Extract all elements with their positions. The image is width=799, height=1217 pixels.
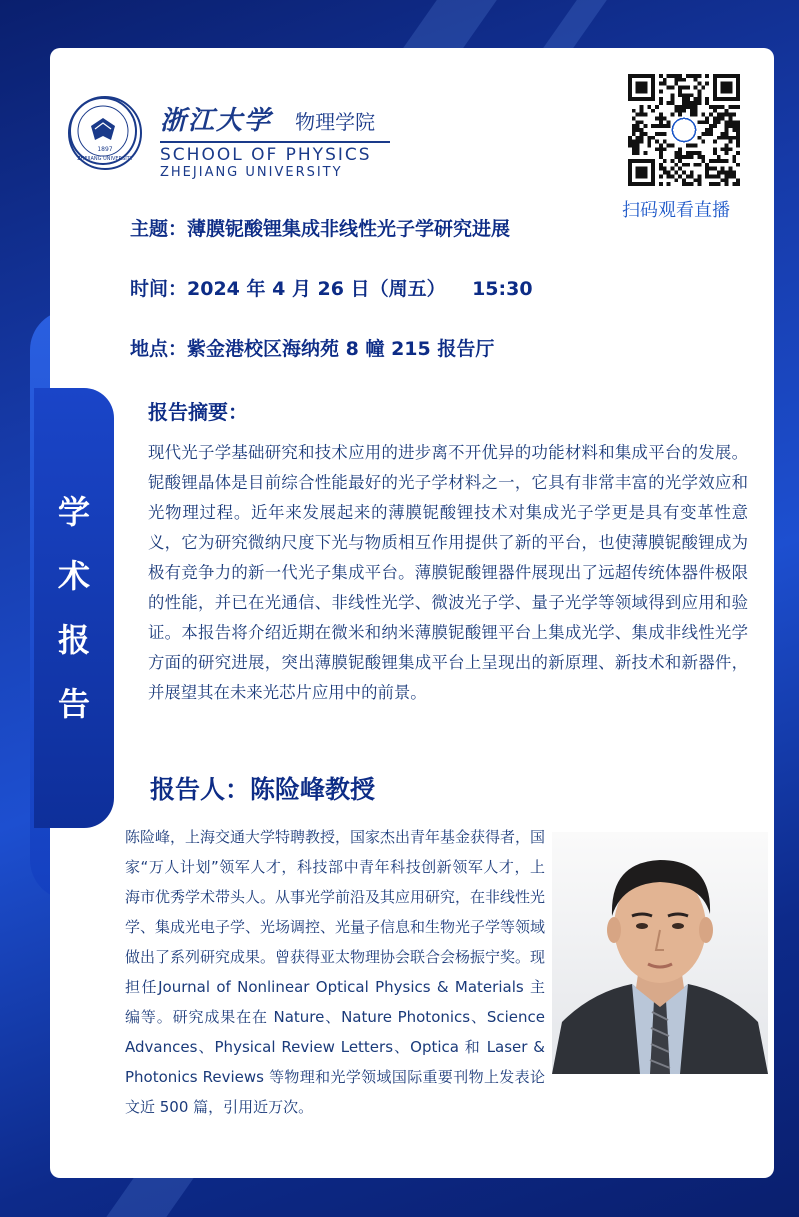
abstract-body: 现代光子学基础研究和技术应用的进步离不开优异的功能材料和集成平台的发展。铌酸锂晶体是目前综合性能最好的光子学材料之一，它具有非常丰富的光学效应和光物理过程。近年来发展起来的薄膜铌酸锂技术对集成光子学更是具有变革性意义，它为研究微纳尺度下光与物质相互作用提供了新的平台，也使薄膜铌酸锂成为极有竞争力的新一代光子集成平台。薄膜铌酸锂器件展现出了远超传统体器件极限的性能，并已在光通信、非线性光学、微波光子学、量子光学等领域得到应用和验证。本报告将介绍近期在微米和纳米薄膜铌酸锂平台上集成光学、集成非线性光学方面的研究进展，突出薄膜铌酸锂集成平台上呈现出的新原理、新技术和新器件，并展望其在未来光芯片应用中的前景。 xyxy=(148,443,748,702)
speaker-bio: 陈险峰，上海交通大学特聘教授，国家杰出青年基金获得者，国家“万人计划”领军人才，科技部中青年科技创新领军人才，上海市优秀学术带头人。从事光学前沿及其应用研究，在非线性光学、集成光电子学、光场调控、光量子信息和生物光子学等领域做出了系列研究成果。曾获得亚太物理协会联合会杨振宁奖。现担任Journal of Nonlinear Optical Physics & Materials 主编等。研究成果在在 Nature、Nature Photonics、Science Advances、Physical Review Letters、Optica 和 Laser & Photonics Reviews 等物理和光学领域国际重要刊物上发表论文近 500 篇，引用近万次。 xyxy=(125,828,546,1116)
side-tab-char: 术 xyxy=(57,557,90,595)
school-cn-name: 物理学院 xyxy=(295,110,376,134)
qr-caption: 扫码观看直播 xyxy=(622,200,730,221)
university-cn-name: 浙江大学 xyxy=(160,106,273,136)
side-tab-char: 告 xyxy=(57,685,90,723)
side-tab xyxy=(34,388,114,828)
logo-divider xyxy=(160,141,390,143)
background-stripe xyxy=(403,0,497,48)
seal-english-name: ZHEJIANG UNIVERSITY xyxy=(77,156,133,162)
speaker-photo xyxy=(552,832,768,1074)
seal-year: 1897 xyxy=(97,146,113,153)
university-seal-logo xyxy=(68,96,142,170)
side-tab-char: 报 xyxy=(57,621,90,659)
event-location: 地点：紫金港校区海纳苑 8 幢 215 报告厅 xyxy=(130,338,495,360)
event-time: 时间：2024 年 4 月 26 日（周五） 15:30 xyxy=(130,278,533,300)
school-en-name: SCHOOL OF PHYSICS xyxy=(160,145,372,165)
background-stripe xyxy=(106,1178,193,1217)
university-en-name: ZHEJIANG UNIVERSITY xyxy=(160,165,343,180)
school-logo-text xyxy=(160,100,390,181)
abstract-heading: 报告摘要： xyxy=(148,400,248,424)
background-stripe xyxy=(543,0,607,48)
side-tab-char: 学 xyxy=(57,493,90,531)
event-topic: 主题：薄膜铌酸锂集成非线性光子学研究进展 xyxy=(130,218,511,240)
speaker-heading: 报告人：陈险峰教授 xyxy=(150,775,376,804)
qr-code[interactable] xyxy=(628,74,740,186)
